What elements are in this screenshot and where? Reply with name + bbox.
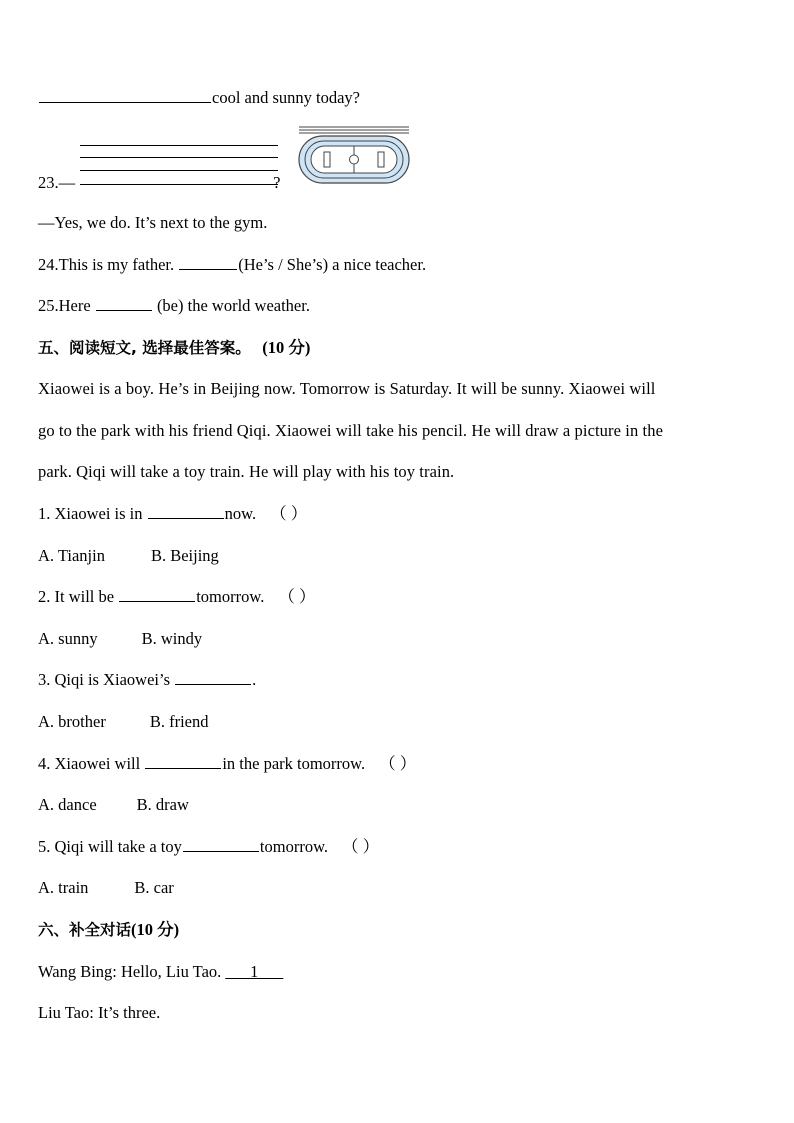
section5-score: (10 分) <box>262 338 311 357</box>
question-3-text: 3. Qiqi is Xiaowei’s <box>38 670 175 689</box>
dialogue-line-1 <box>38 962 283 982</box>
q24-after: (He’s / She’s) a nice teacher. <box>238 255 427 274</box>
option-a: A. train <box>38 878 89 897</box>
question-1 <box>38 504 307 524</box>
passage-line-1: Xiaowei is a boy. He’s in Beijing now. Tomorrow is Saturday. It will be sunny. Xiaowei will <box>38 379 656 398</box>
question-5-after: tomorrow. <box>259 837 329 856</box>
option-a: A. sunny <box>38 629 98 648</box>
question-2-answer-box[interactable]: （ ） <box>278 587 316 606</box>
q24-blank[interactable] <box>179 255 237 270</box>
option-b: B. car <box>134 878 174 897</box>
passage-line-2: go to the park with his friend Qiqi. Xiaowei will take his pencil. He will draw a picture in the <box>38 421 663 440</box>
question-5-text: 5. Qiqi will take a toy <box>38 837 182 856</box>
question-2-options <box>38 629 202 649</box>
q23-end: ? <box>273 173 281 192</box>
q24-line <box>38 255 426 275</box>
question-4-blank[interactable] <box>145 754 221 769</box>
q23-reply: —Yes, we do. It’s next to the gym. <box>38 213 268 232</box>
option-b: B. Beijing <box>150 546 219 565</box>
section6-title: 六、补全对话 <box>38 921 132 939</box>
section6-heading <box>38 920 179 940</box>
question-2-text: 2. It will be <box>38 587 119 606</box>
question-4-options <box>38 795 189 815</box>
question-4 <box>38 754 416 774</box>
q25-blank[interactable] <box>96 296 152 311</box>
passage-line-3: park. Qiqi will take a toy train. He will play with his toy train. <box>38 462 455 481</box>
q23-number: 23.— <box>38 173 76 192</box>
section5-heading <box>38 338 310 358</box>
q24-before: 24.This is my father. <box>38 255 179 274</box>
question-1-after: now. <box>224 504 257 523</box>
option-a: A. dance <box>38 795 97 814</box>
writing-line-2 <box>80 157 278 158</box>
q22-text: cool and sunny today? <box>212 88 361 107</box>
q22-blank[interactable] <box>39 88 211 103</box>
question-5 <box>38 837 379 857</box>
q23-line <box>38 173 280 193</box>
stadium-icon <box>296 124 412 186</box>
writing-line-3 <box>80 170 278 171</box>
question-2-after: tomorrow. <box>196 587 265 606</box>
option-b: B. friend <box>149 712 209 731</box>
dialogue-blank-1[interactable]: ___1___ <box>225 962 284 981</box>
q25-after: (be) the world weather. <box>152 296 310 315</box>
question-2-blank[interactable] <box>119 587 195 602</box>
section6-score: (10 分) <box>131 920 180 939</box>
dialogue-line-1-text: Wang Bing: Hello, Liu Tao. <box>38 962 226 981</box>
writing-line-1 <box>80 145 278 146</box>
question-4-text: 4. Xiaowei will <box>38 754 145 773</box>
question-2 <box>38 587 315 607</box>
dialogue-line-2: Liu Tao: It’s three. <box>38 1003 161 1022</box>
question-5-options <box>38 878 174 898</box>
question-5-answer-box[interactable]: （ ） <box>342 837 380 856</box>
question-5-blank[interactable] <box>183 837 259 852</box>
question-1-answer-box[interactable]: （ ） <box>270 504 308 523</box>
section5-title: 五、阅读短文, 选择最佳答案。 <box>38 339 251 357</box>
q25-line <box>38 296 310 316</box>
question-3 <box>38 670 256 690</box>
question-3-after: . <box>252 670 257 689</box>
q22-line <box>38 88 360 108</box>
question-3-options <box>38 712 208 732</box>
question-4-answer-box[interactable]: （ ） <box>379 754 417 773</box>
question-1-blank[interactable] <box>148 504 224 519</box>
question-1-text: 1. Xiaowei is in <box>38 504 147 523</box>
option-a: A. brother <box>38 712 106 731</box>
q25-before: 25.Here <box>38 296 95 315</box>
option-b: B. windy <box>141 629 203 648</box>
question-4-after: in the park tomorrow. <box>222 754 366 773</box>
option-b: B. draw <box>136 795 189 814</box>
question-3-blank[interactable] <box>175 670 251 685</box>
question-1-options <box>38 546 219 566</box>
option-a: A. Tianjin <box>38 546 105 565</box>
